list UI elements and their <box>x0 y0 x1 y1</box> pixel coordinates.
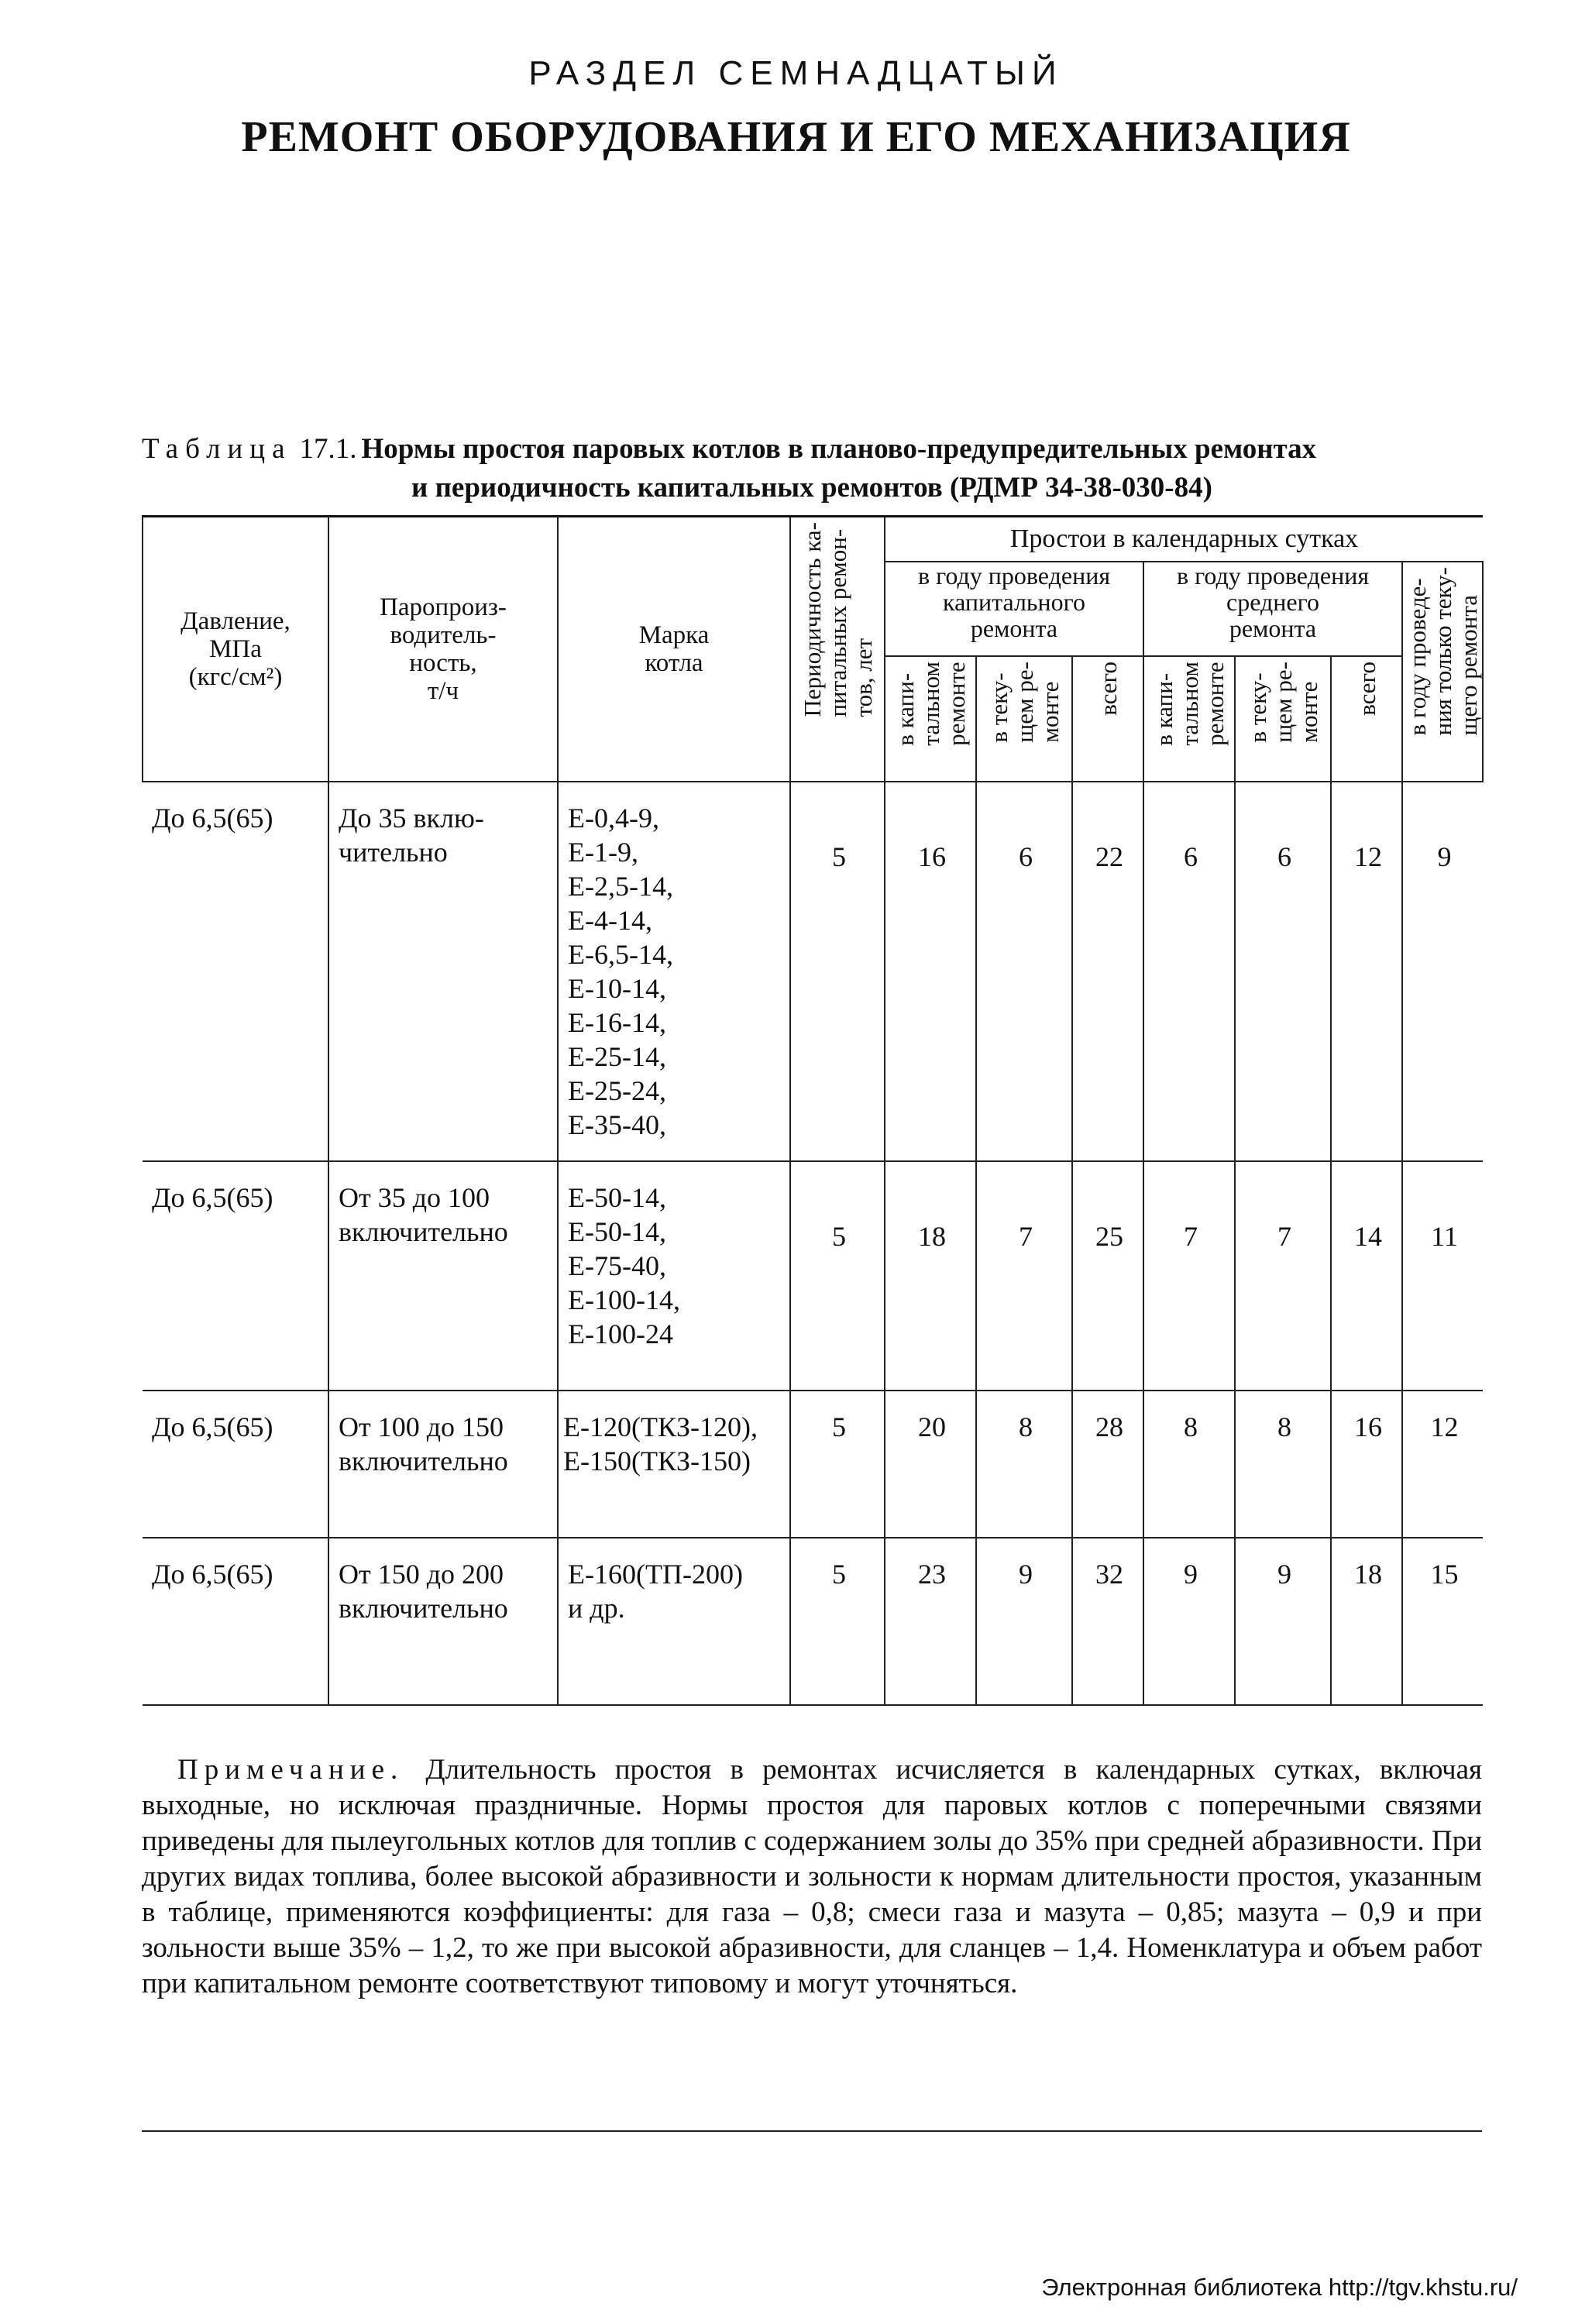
cell-med-total: 12 <box>1331 782 1402 1161</box>
cell-med-current: 7 <box>1235 1161 1331 1391</box>
cell-periodicity: 5 <box>790 1391 885 1538</box>
cell-periodicity: 5 <box>790 1161 885 1391</box>
table-row <box>143 1391 1483 1538</box>
cell-med-capital: 9 <box>1143 1538 1235 1705</box>
cell-cap-capital: 18 <box>885 1161 976 1391</box>
table-row <box>143 782 1483 1161</box>
page-divider <box>142 2130 1482 2132</box>
cell-med-current: 9 <box>1235 1538 1331 1705</box>
cell-med-current: 8 <box>1235 1391 1331 1538</box>
cell-capacity: До 35 вклю- чительно <box>328 782 558 1161</box>
note-paragraph <box>142 1752 1482 2002</box>
cell-cap-total: 32 <box>1072 1538 1143 1705</box>
cell-cap-total: 25 <box>1072 1161 1143 1391</box>
cell-brand: Е-160(ТП-200) и др. <box>558 1538 790 1705</box>
caption-number: 17.1. <box>299 433 357 465</box>
cell-capacity: От 150 до 200 включительно <box>328 1538 558 1705</box>
cell-cap-current: 6 <box>976 782 1072 1161</box>
cell-cap-capital: 23 <box>885 1538 976 1705</box>
table-caption <box>142 430 1482 507</box>
header-capacity: Паропроиз- водитель- ность, т/ч <box>328 517 558 782</box>
header-brand: Марка котла <box>558 517 790 782</box>
cell-cap-current: 7 <box>976 1161 1072 1391</box>
cell-brand: Е-120(ТКЗ-120), Е-150(ТКЗ-150) <box>558 1391 790 1538</box>
caption-title-line1: Нормы простоя паровых котлов в планово-предупредительных ремонтах <box>361 433 1317 465</box>
header-downtime: Простои в календарных сутках <box>885 517 1483 562</box>
header-pressure: Давление, МПа (кгс/см²) <box>143 517 328 782</box>
cell-cap-current: 9 <box>976 1538 1072 1705</box>
cell-med-total: 16 <box>1331 1391 1402 1538</box>
caption-title-line2: и периодичность капитальных ремонтов (РДМР 34-38-030-84) <box>411 472 1212 504</box>
cell-med-total: 14 <box>1331 1161 1402 1391</box>
cell-periodicity: 5 <box>790 1538 885 1705</box>
cell-cap-capital: 20 <box>885 1391 976 1538</box>
norms-table <box>142 515 1484 1706</box>
cell-periodicity: 5 <box>790 782 885 1161</box>
header-periodicity: Периодичность ка- питальных ремон- тов, лет <box>790 517 885 782</box>
table-row <box>143 1538 1483 1705</box>
cell-current-only: 9 <box>1402 782 1483 1161</box>
cell-med-total: 18 <box>1331 1538 1402 1705</box>
cell-current-only: 15 <box>1402 1538 1483 1705</box>
cell-capacity: От 100 до 150 включительно <box>328 1391 558 1538</box>
header-year-capital: в году проведения капитального ремонта <box>885 562 1143 656</box>
cell-med-capital: 6 <box>1143 782 1235 1161</box>
cell-cap-total: 28 <box>1072 1391 1143 1538</box>
note-text: Длительность простоя в ремонтах исчисляется в календарных сутках, включая выходные, но исключая праздничные. Нормы простоя для паровых котлов с поперечными связями приведены для пылеугольных котлов для топлив с содержанием золы до 35% при средней абразивности. При других видах топлива, более высокой абразивности и зольности к нормам длительности простоя, указанным в таблице, применяются коэффициенты: для газа – 0,8; смеси газа и мазута – 0,85; мазута – 0,9 и при зольности выше 35% – 1,2, то же при высокой абразивности, для сланцев – 1,4. Номенклатура и объем работ при капитальном ремонте соответствуют типовому и могут уточняться. <box>142 1754 1483 1999</box>
table-row <box>143 1161 1483 1391</box>
cell-med-capital: 7 <box>1143 1161 1235 1391</box>
cell-cap-total: 22 <box>1072 782 1143 1161</box>
header-med-total: всего <box>1331 656 1402 782</box>
cell-cap-current: 8 <box>976 1391 1072 1538</box>
note-lead: Примечание. <box>177 1754 404 1786</box>
cell-pressure: До 6,5(65) <box>143 1538 328 1705</box>
cell-pressure: До 6,5(65) <box>143 1391 328 1538</box>
section-label: РАЗДЕЛ СЕМНАДЦАТЫЙ <box>528 54 1064 92</box>
header-med-in-current: в теку- щем ре- монте <box>1235 656 1331 782</box>
header-cap-in-capital: в капи- тальном ремонте <box>885 656 976 782</box>
cell-med-current: 6 <box>1235 782 1331 1161</box>
header-cap-total: всего <box>1072 656 1143 782</box>
section-title: РЕМОНТ ОБОРУДОВАНИЯ И ЕГО МЕХАНИЗАЦИЯ <box>241 113 1351 161</box>
cell-brand: Е-50-14, Е-50-14, Е-75-40, Е-100-14, Е-100-24 <box>558 1161 790 1391</box>
cell-current-only: 12 <box>1402 1391 1483 1538</box>
cell-pressure: До 6,5(65) <box>143 782 328 1161</box>
caption-lead: Таблица <box>142 433 292 465</box>
cell-current-only: 11 <box>1402 1161 1483 1391</box>
cell-brand: Е-0,4-9, Е-1-9, Е-2,5-14, Е-4-14, Е-6,5-14, Е-10-14, Е-16-14, Е-25-14, Е-25-24, Е-35-40, <box>558 782 790 1161</box>
cell-capacity: От 35 до 100 включительно <box>328 1161 558 1391</box>
footer-library-link[interactable]: Электронная библиотека http://tgv.khstu.ru/ <box>1041 2274 1518 2301</box>
header-year-current-only: в году проведе- ния только теку- щего ремонта <box>1402 562 1483 782</box>
cell-med-capital: 8 <box>1143 1391 1235 1538</box>
header-year-medium: в году проведения среднего ремонта <box>1143 562 1402 656</box>
header-cap-in-current: в теку- щем ре- монте <box>976 656 1072 782</box>
cell-cap-capital: 16 <box>885 782 976 1161</box>
cell-pressure: До 6,5(65) <box>143 1161 328 1391</box>
header-med-in-capital: в капи- тальном ремонте <box>1143 656 1235 782</box>
